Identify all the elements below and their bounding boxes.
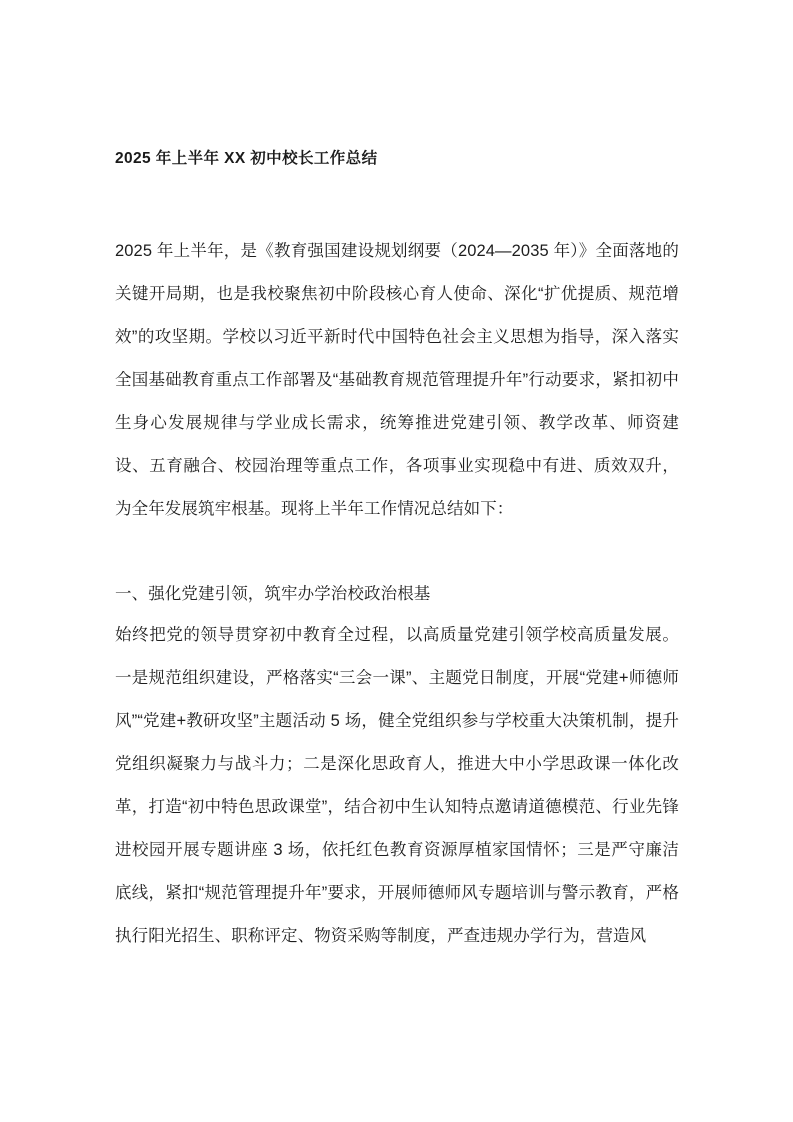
section-one-heading: 一、强化党建引领，筑牢办学治校政治根基	[115, 585, 431, 603]
intro-paragraph: 2025 年上半年，是《教育强国建设规划纲要（2024—2035 年）》全面落地的关键开局期，也是我校聚焦初中阶段核心育人使命、深化“扩优提质、规范增效”的攻坚期。学校以习近平新时代中国特色社会主义思想为指导，深入落实全国基础教育重点工作部署及“基础教育规范管理提升年”行动要求，紧扣初中生身心发展规律与学业成长需求，统筹推进党建引领、教学改革、师资建设、五育融合、校园治理等重点工作，各项事业实现稳中有进、质效双升，为全年发展筑牢根基。现将上半年工作情况总结如下：	[115, 242, 679, 518]
section-spacer	[115, 531, 679, 574]
title-spacer	[115, 172, 679, 230]
section-one-body: 始终把党的领导贯穿初中教育全过程，以高质量党建引领学校高质量发展。一是规范组织建设，严格落实“三会一课”、主题党日制度，开展“党建+师德师风”“党建+教研攻坚”主题活动 5 场，健全党组织参与学校重大决策机制，提升党组织凝聚力与战斗力；二是深化思政育人，推进大中小学思政课一体化改革，打造“初中特色思政课堂”，结合初中生认知特点邀请道德模范、行业先锋进校园开展专题讲座 3 场，依托红色教育资源厚植家国情怀；三是严守廉洁底线，紧扣“规范管理提升年”要求，开展师德师风专题培训与警示教育，严格执行阳光招生、职称评定、物资采购等制度，严查违规办学行为，营造风	[115, 626, 679, 945]
document-title: 2025 年上半年 XX 初中校长工作总结	[115, 150, 378, 167]
document-body	[115, 146, 679, 958]
